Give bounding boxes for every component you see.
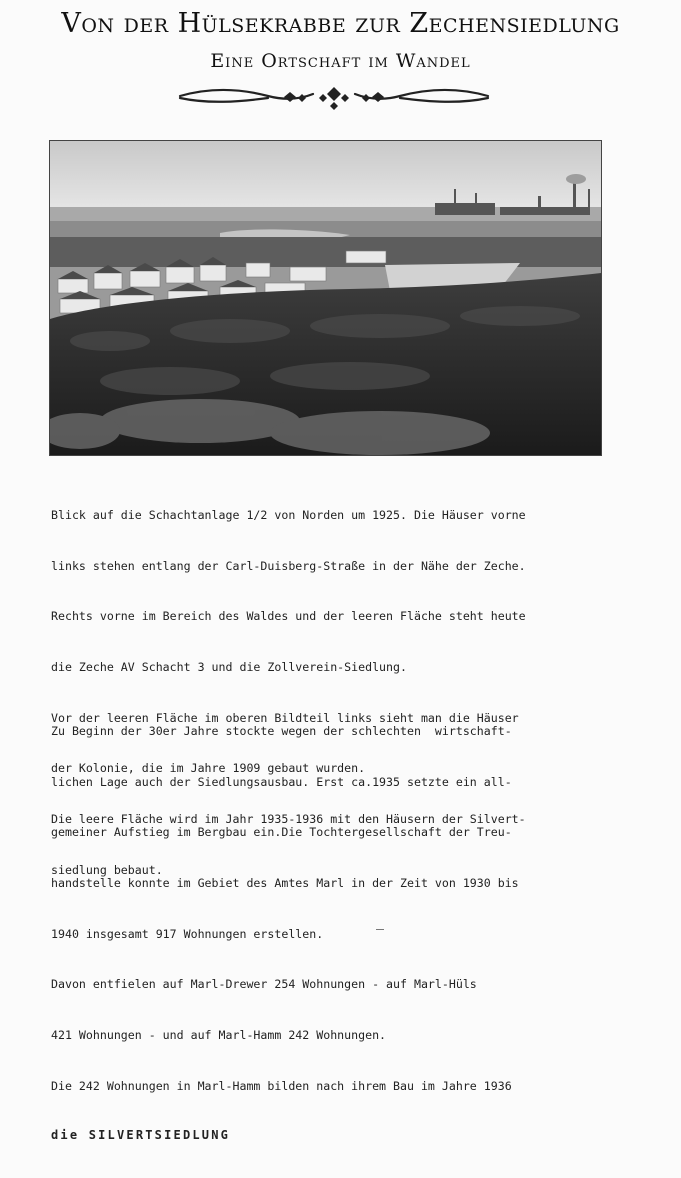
body-line: gemeiner Aufstieg im Bergbau ein.Die Tochtergesellschaft der Treu- xyxy=(51,825,512,840)
caption-line: Die leere Fläche wird im Jahr 1935-1936 mit den Häusern der Silvert- xyxy=(51,812,526,827)
historic-photograph xyxy=(49,140,602,456)
caption-line: links stehen entlang der Carl-Duisberg-Straße in der Nähe der Zeche. xyxy=(51,558,526,573)
decorative-flourish-icon xyxy=(178,84,490,110)
caption-line: die Zeche AV Schacht 3 und die Zollverein-Siedlung. xyxy=(51,659,407,674)
page-title: Von der Hülsekrabbe zur Zechensiedlung xyxy=(61,8,620,39)
body-line: Die 242 Wohnungen in Marl-Hamm bilden nach ihrem Bau im Jahre 1936 xyxy=(51,1078,512,1093)
body-line: Davon entfielen auf Marl-Drewer 254 Wohnungen - auf Marl-Hüls xyxy=(51,977,477,992)
caption-line: Blick auf die Schachtanlage 1/2 von Norden um 1925. Die Häuser vorne xyxy=(51,507,526,522)
body-paragraph xyxy=(51,689,519,1178)
body-line: handstelle konnte im Gebiet des Amtes Marl in der Zeit von 1930 bis xyxy=(51,875,519,890)
highlight-heading: die SILVERTSIEDLUNG xyxy=(51,1128,231,1143)
body-line: lichen Lage auch der Siedlungsausbau. Erst ca.1935 setzte ein all- xyxy=(51,774,512,789)
caption-line: Vor der leeren Fläche im oberen Bildteil links sieht man die Häuser xyxy=(51,710,519,725)
body-line: Zu Beginn der 30er Jahre stockte wegen der schlechten wirtschaft- xyxy=(51,723,512,738)
caption-line: Rechts vorne im Bereich des Waldes und der leeren Fläche steht heute xyxy=(51,609,526,624)
page-mark xyxy=(376,929,384,930)
body-line: 1940 insgesamt 917 Wohnungen erstellen. xyxy=(51,926,324,941)
page-subtitle: Eine Ortschaft im Wandel xyxy=(210,50,471,72)
body-line: 421 Wohnungen - und auf Marl-Hamm 242 Wohnungen. xyxy=(51,1028,387,1043)
caption-line: siedlung bebaut. xyxy=(51,862,163,877)
caption-line: der Kolonie, die im Jahre 1909 gebaut wurden. xyxy=(51,761,366,776)
